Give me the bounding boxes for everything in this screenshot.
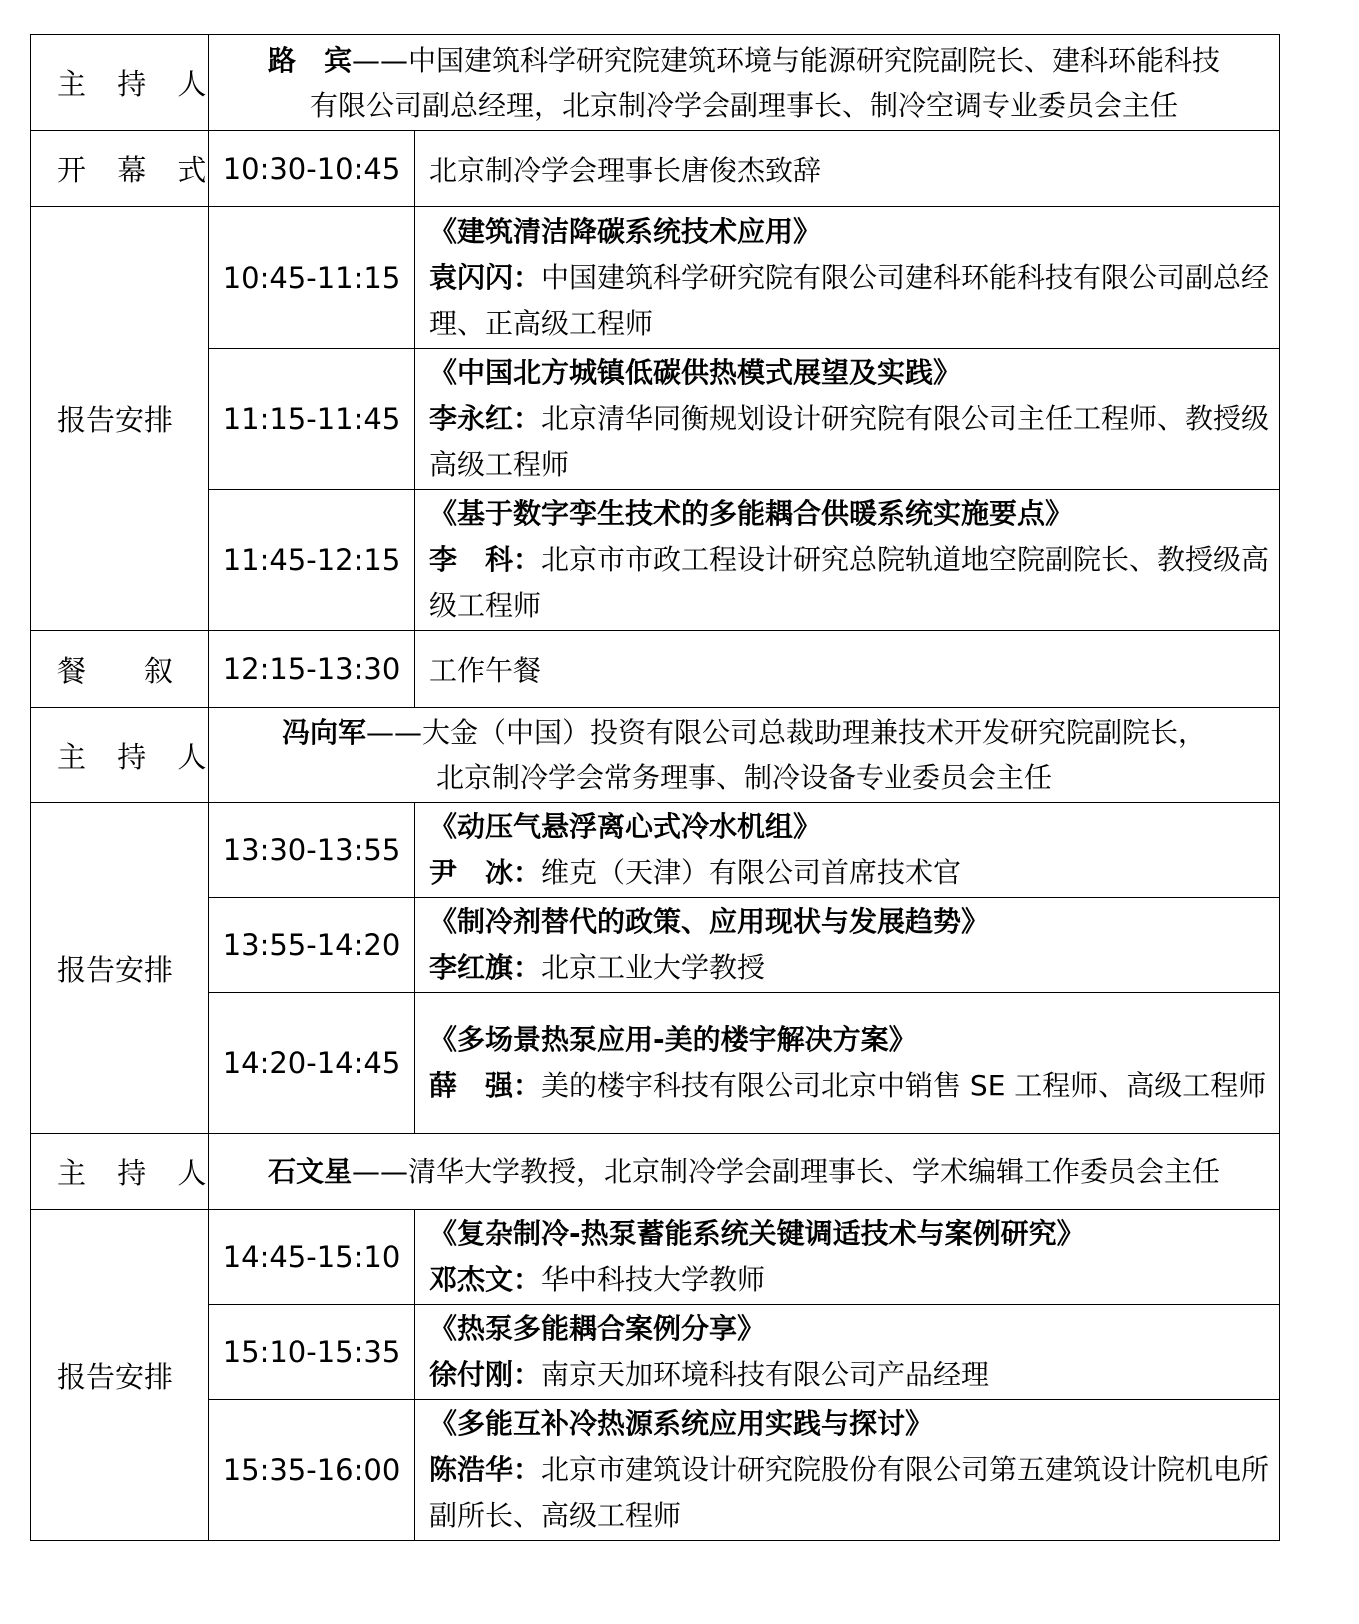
report-cell [415, 1210, 1280, 1305]
report-cell [415, 490, 1280, 631]
session-text: 北京制冷学会理事长唐俊杰致辞 [415, 131, 1280, 207]
speaker-affiliation: 美的楼宇科技有限公司北京中销售 SE 工程师、高级工程师 [541, 1069, 1267, 1102]
speaker-affiliation: 维克（天津）有限公司首席技术官 [541, 856, 962, 889]
host-description: ——清华大学教授，北京制冷学会副理事长、学术编辑工作委员会主任 [352, 1155, 1221, 1188]
time-slot: 15:10-15:35 [209, 1305, 415, 1400]
report-row [31, 898, 1280, 993]
opening-row [31, 131, 1280, 207]
time-slot: 12:15-13:30 [209, 631, 415, 708]
host-description: ——大金（中国）投资有限公司总裁助理兼技术开发研究院副院长， [366, 716, 1207, 749]
row-label: 报告安排 [31, 207, 209, 631]
report-row [31, 1400, 1280, 1541]
report-title: 《基于数字孪生技术的多能耦合供暖系统实施要点》 [429, 497, 1074, 530]
speaker-affiliation: 中国建筑科学研究院有限公司建科环能科技有限公司副总经理、正高级工程师 [429, 260, 1270, 340]
host-row [31, 708, 1280, 803]
report-row [31, 349, 1280, 490]
row-label: 报告安排 [31, 803, 209, 1134]
speaker-name: 薛 强： [429, 1069, 542, 1102]
report-title: 《热泵多能耦合案例分享》 [429, 1312, 766, 1345]
report-row [31, 1305, 1280, 1400]
row-label: 餐 叙 [31, 631, 209, 708]
time-slot: 13:30-13:55 [209, 803, 415, 898]
host-name: 冯向军 [281, 716, 366, 749]
host-row [31, 35, 1280, 131]
time-slot: 13:55-14:20 [209, 898, 415, 993]
agenda-table [30, 34, 1280, 1541]
speaker-name: 袁闪闪： [429, 260, 542, 294]
host-cell [209, 708, 1280, 803]
report-row [31, 1210, 1280, 1305]
speaker-affiliation: 北京市建筑设计研究院股份有限公司第五建筑设计院机电所副所长、高级工程师 [429, 1453, 1270, 1532]
speaker-affiliation: 北京工业大学教授 [541, 951, 766, 984]
row-label: 报告安排 [31, 1210, 209, 1541]
time-slot: 15:35-16:00 [209, 1400, 415, 1541]
time-slot: 11:45-12:15 [209, 490, 415, 631]
report-row [31, 993, 1280, 1134]
speaker-name: 邓杰文： [429, 1263, 542, 1296]
report-cell [415, 1305, 1280, 1400]
report-title: 《复杂制冷-热泵蓄能系统关键调适技术与案例研究》 [429, 1217, 1085, 1250]
report-cell [415, 898, 1280, 993]
lunch-row [31, 631, 1280, 708]
session-text: 工作午餐 [415, 631, 1280, 708]
report-cell [415, 207, 1280, 349]
time-slot: 10:45-11:15 [209, 207, 415, 349]
speaker-affiliation: 华中科技大学教师 [541, 1263, 766, 1296]
host-cell [209, 1134, 1280, 1210]
report-title: 《中国北方城镇低碳供热模式展望及实践》 [429, 356, 962, 389]
speaker-name: 陈浩华： [429, 1453, 542, 1486]
host-name: 路 宾 [267, 43, 352, 77]
host-row [31, 1134, 1280, 1210]
time-slot: 10:30-10:45 [209, 131, 415, 207]
report-cell [415, 993, 1280, 1134]
report-title: 《多能互补冷热源系统应用实践与探讨》 [429, 1407, 934, 1440]
speaker-name: 徐付刚： [429, 1358, 542, 1391]
host-name: 石文星 [267, 1155, 352, 1188]
speaker-name: 尹 冰： [429, 856, 542, 889]
speaker-affiliation: 南京天加环境科技有限公司产品经理 [541, 1358, 990, 1391]
report-row [31, 803, 1280, 898]
host-description: 北京制冷学会常务理事、制冷设备专业委员会主任 [435, 761, 1052, 794]
speaker-name: 李永红： [429, 402, 542, 435]
row-label: 主 持 人 [31, 708, 209, 803]
speaker-name: 李 科： [429, 543, 542, 576]
row-label: 开 幕 式 [31, 131, 209, 207]
row-label: 主 持 人 [31, 1134, 209, 1210]
report-title: 《制冷剂替代的政策、应用现状与发展趋势》 [429, 905, 990, 938]
host-description: 有限公司副总经理，北京制冷学会副理事长、制冷空调专业委员会主任 [309, 88, 1178, 122]
report-title: 《动压气悬浮离心式冷水机组》 [429, 810, 822, 843]
row-label: 主 持 人 [31, 35, 209, 131]
report-row [31, 490, 1280, 631]
speaker-affiliation: 北京市市政工程设计研究总院轨道地空院副院长、教授级高级工程师 [429, 543, 1270, 622]
host-description: ——中国建筑科学研究院建筑环境与能源研究院副院长、建科环能科技 [352, 43, 1221, 77]
report-row [31, 207, 1280, 349]
time-slot: 11:15-11:45 [209, 349, 415, 490]
report-cell [415, 1400, 1280, 1541]
speaker-name: 李红旗： [429, 951, 542, 984]
speaker-affiliation: 北京清华同衡规划设计研究院有限公司主任工程师、教授级高级工程师 [429, 402, 1270, 481]
report-title: 《建筑清洁降碳系统技术应用》 [429, 214, 822, 248]
report-cell [415, 349, 1280, 490]
report-title: 《多场景热泵应用-美的楼宇解决方案》 [429, 1023, 917, 1056]
time-slot: 14:45-15:10 [209, 1210, 415, 1305]
time-slot: 14:20-14:45 [209, 993, 415, 1134]
report-cell [415, 803, 1280, 898]
host-cell [209, 35, 1280, 131]
